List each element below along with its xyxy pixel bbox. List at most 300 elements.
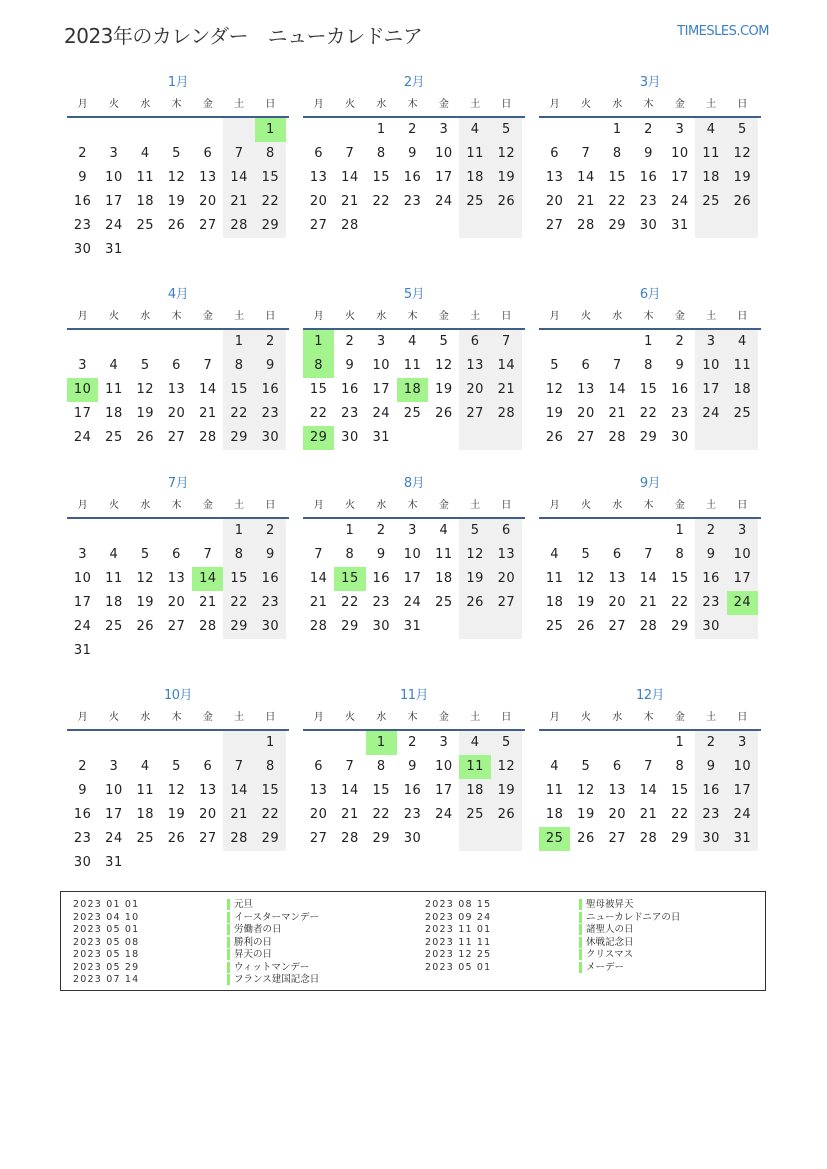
day-cell[interactable]: 2 [644, 122, 653, 137]
day-cell[interactable]: 25 [105, 619, 123, 634]
day-cell[interactable]: 17 [105, 194, 123, 209]
day-cell[interactable]: 3 [727, 731, 758, 755]
day-cell[interactable]: 8 [675, 547, 685, 562]
day-cell[interactable]: 12 [435, 358, 453, 373]
day-cell[interactable]: 18 [545, 807, 564, 822]
day-cell[interactable]: 21 [199, 595, 217, 610]
day-cell[interactable]: 7 [581, 146, 591, 161]
day-cell[interactable]: 27 [309, 831, 328, 846]
day-cell[interactable]: 21 [341, 807, 359, 822]
day-cell[interactable]: 8 [223, 354, 254, 378]
day-cell[interactable]: 9 [695, 543, 726, 567]
day-cell[interactable]: 20 [309, 807, 328, 822]
holiday-day-cell[interactable]: 1 [366, 731, 397, 755]
day-cell[interactable]: 28 [199, 619, 217, 634]
day-cell[interactable]: 27 [608, 831, 627, 846]
day-cell[interactable]: 31 [727, 827, 758, 851]
day-cell[interactable]: 13 [309, 170, 328, 185]
day-cell[interactable]: 4 [408, 334, 417, 349]
day-cell[interactable]: 27 [577, 430, 595, 445]
day-cell[interactable]: 2 [695, 731, 726, 755]
day-cell[interactable]: 5 [491, 731, 522, 755]
day-cell[interactable]: 13 [545, 170, 564, 185]
day-cell[interactable]: 2 [376, 523, 386, 538]
day-cell[interactable]: 30 [671, 430, 689, 445]
day-cell[interactable]: 12 [577, 571, 595, 586]
day-cell[interactable]: 12 [491, 142, 522, 166]
day-cell[interactable]: 22 [639, 406, 658, 421]
day-cell[interactable]: 12 [167, 783, 186, 798]
day-cell[interactable]: 26 [459, 591, 490, 615]
day-cell[interactable]: 16 [671, 382, 689, 397]
day-cell[interactable]: 23 [639, 194, 658, 209]
day-cell[interactable]: 24 [73, 619, 92, 634]
day-cell[interactable]: 4 [727, 330, 758, 354]
day-cell[interactable]: 8 [675, 759, 685, 774]
day-cell[interactable]: 21 [223, 803, 254, 827]
day-cell[interactable]: 30 [255, 615, 286, 639]
day-cell[interactable]: 28 [639, 619, 658, 634]
day-cell[interactable]: 26 [491, 803, 522, 827]
day-cell[interactable]: 18 [727, 378, 758, 402]
day-cell[interactable]: 26 [491, 190, 522, 214]
day-cell[interactable]: 7 [203, 547, 213, 562]
day-cell[interactable]: 15 [309, 382, 328, 397]
day-cell[interactable]: 11 [435, 547, 453, 562]
day-cell[interactable]: 23 [695, 591, 726, 615]
day-cell[interactable]: 28 [309, 619, 328, 634]
day-cell[interactable]: 29 [671, 619, 689, 634]
day-cell[interactable]: 14 [223, 779, 254, 803]
day-cell[interactable]: 21 [577, 194, 595, 209]
day-cell[interactable]: 2 [695, 519, 726, 543]
day-cell[interactable]: 22 [223, 591, 254, 615]
day-cell[interactable]: 13 [199, 170, 217, 185]
day-cell[interactable]: 22 [341, 595, 359, 610]
day-cell[interactable]: 15 [223, 378, 254, 402]
day-cell[interactable]: 10 [435, 146, 453, 161]
day-cell[interactable]: 15 [372, 170, 391, 185]
day-cell[interactable]: 18 [105, 406, 123, 421]
day-cell[interactable]: 13 [459, 354, 490, 378]
day-cell[interactable]: 27 [199, 218, 217, 233]
day-cell[interactable]: 10 [727, 543, 758, 567]
day-cell[interactable]: 28 [491, 402, 522, 426]
day-cell[interactable]: 27 [491, 591, 522, 615]
day-cell[interactable]: 7 [223, 142, 254, 166]
day-cell[interactable]: 18 [459, 166, 490, 190]
day-cell[interactable]: 19 [459, 567, 490, 591]
day-cell[interactable]: 3 [109, 759, 119, 774]
day-cell[interactable]: 6 [203, 759, 213, 774]
day-cell[interactable]: 20 [309, 194, 328, 209]
day-cell[interactable]: 25 [459, 803, 490, 827]
day-cell[interactable]: 1 [223, 330, 254, 354]
day-cell[interactable]: 21 [309, 595, 328, 610]
day-cell[interactable]: 16 [73, 194, 92, 209]
day-cell[interactable]: 15 [255, 779, 286, 803]
day-cell[interactable]: 20 [459, 378, 490, 402]
day-cell[interactable]: 9 [255, 543, 286, 567]
day-cell[interactable]: 16 [255, 567, 286, 591]
day-cell[interactable]: 17 [695, 378, 726, 402]
day-cell[interactable]: 30 [73, 242, 92, 257]
day-cell[interactable]: 6 [203, 146, 213, 161]
day-cell[interactable]: 19 [167, 807, 186, 822]
day-cell[interactable]: 3 [109, 146, 119, 161]
day-cell[interactable]: 27 [545, 218, 564, 233]
holiday-day-cell[interactable]: 18 [397, 378, 428, 402]
day-cell[interactable]: 1 [675, 735, 685, 750]
day-cell[interactable]: 29 [671, 831, 689, 846]
day-cell[interactable]: 21 [639, 595, 658, 610]
day-cell[interactable]: 17 [105, 807, 123, 822]
day-cell[interactable]: 3 [78, 547, 88, 562]
day-cell[interactable]: 24 [727, 803, 758, 827]
day-cell[interactable]: 20 [199, 807, 217, 822]
day-cell[interactable]: 16 [403, 783, 422, 798]
day-cell[interactable]: 24 [372, 406, 391, 421]
day-cell[interactable]: 5 [140, 547, 150, 562]
day-cell[interactable]: 26 [545, 430, 564, 445]
day-cell[interactable]: 9 [78, 170, 88, 185]
day-cell[interactable]: 10 [105, 170, 123, 185]
day-cell[interactable]: 16 [695, 567, 726, 591]
day-cell[interactable]: 26 [167, 831, 186, 846]
day-cell[interactable]: 4 [459, 118, 490, 142]
day-cell[interactable]: 15 [255, 166, 286, 190]
day-cell[interactable]: 1 [223, 519, 254, 543]
day-cell[interactable]: 24 [105, 831, 123, 846]
day-cell[interactable]: 23 [73, 218, 92, 233]
day-cell[interactable]: 17 [372, 382, 391, 397]
day-cell[interactable]: 16 [341, 382, 359, 397]
day-cell[interactable]: 3 [439, 735, 449, 750]
day-cell[interactable]: 3 [695, 330, 726, 354]
day-cell[interactable]: 9 [644, 146, 653, 161]
day-cell[interactable]: 16 [639, 170, 658, 185]
day-cell[interactable]: 19 [727, 166, 758, 190]
holiday-day-cell[interactable]: 24 [727, 591, 758, 615]
day-cell[interactable]: 4 [109, 547, 119, 562]
day-cell[interactable]: 16 [403, 170, 422, 185]
day-cell[interactable]: 5 [491, 118, 522, 142]
holiday-day-cell[interactable]: 1 [303, 330, 334, 354]
day-cell[interactable]: 26 [577, 831, 595, 846]
day-cell[interactable]: 26 [136, 619, 155, 634]
day-cell[interactable]: 5 [581, 759, 591, 774]
day-cell[interactable]: 22 [671, 807, 689, 822]
day-cell[interactable]: 27 [608, 619, 627, 634]
day-cell[interactable]: 5 [140, 358, 150, 373]
day-cell[interactable]: 29 [639, 430, 658, 445]
holiday-day-cell[interactable]: 15 [334, 567, 365, 591]
day-cell[interactable]: 11 [545, 571, 564, 586]
day-cell[interactable]: 6 [491, 519, 522, 543]
day-cell[interactable]: 30 [255, 426, 286, 450]
day-cell[interactable]: 18 [695, 166, 726, 190]
day-cell[interactable]: 2 [78, 759, 88, 774]
day-cell[interactable]: 27 [309, 218, 328, 233]
day-cell[interactable]: 19 [491, 166, 522, 190]
day-cell[interactable]: 31 [372, 430, 391, 445]
day-cell[interactable]: 3 [408, 523, 417, 538]
day-cell[interactable]: 22 [372, 807, 391, 822]
day-cell[interactable]: 12 [459, 543, 490, 567]
day-cell[interactable]: 9 [695, 755, 726, 779]
day-cell[interactable]: 16 [695, 779, 726, 803]
day-cell[interactable]: 4 [550, 547, 560, 562]
day-cell[interactable]: 30 [695, 827, 726, 851]
day-cell[interactable]: 14 [341, 170, 359, 185]
day-cell[interactable]: 13 [309, 783, 328, 798]
day-cell[interactable]: 5 [581, 547, 591, 562]
day-cell[interactable]: 6 [314, 146, 324, 161]
day-cell[interactable]: 4 [140, 759, 150, 774]
day-cell[interactable]: 14 [608, 382, 627, 397]
day-cell[interactable]: 8 [255, 142, 286, 166]
day-cell[interactable]: 10 [372, 358, 391, 373]
day-cell[interactable]: 14 [223, 166, 254, 190]
day-cell[interactable]: 24 [403, 595, 422, 610]
day-cell[interactable]: 19 [435, 382, 453, 397]
day-cell[interactable]: 11 [727, 354, 758, 378]
day-cell[interactable]: 18 [545, 595, 564, 610]
day-cell[interactable]: 29 [372, 831, 391, 846]
holiday-day-cell[interactable]: 8 [303, 354, 334, 378]
day-cell[interactable]: 22 [671, 595, 689, 610]
day-cell[interactable]: 11 [136, 783, 155, 798]
day-cell[interactable]: 1 [345, 523, 355, 538]
day-cell[interactable]: 7 [612, 358, 622, 373]
day-cell[interactable]: 6 [314, 759, 324, 774]
day-cell[interactable]: 18 [459, 779, 490, 803]
day-cell[interactable]: 14 [639, 571, 658, 586]
day-cell[interactable]: 22 [255, 803, 286, 827]
day-cell[interactable]: 25 [136, 218, 155, 233]
day-cell[interactable]: 17 [73, 595, 92, 610]
day-cell[interactable]: 14 [341, 783, 359, 798]
day-cell[interactable]: 1 [612, 122, 622, 137]
day-cell[interactable]: 9 [408, 759, 417, 774]
day-cell[interactable]: 7 [345, 146, 355, 161]
day-cell[interactable]: 14 [577, 170, 595, 185]
day-cell[interactable]: 28 [223, 827, 254, 851]
day-cell[interactable]: 26 [167, 218, 186, 233]
day-cell[interactable]: 20 [167, 406, 186, 421]
day-cell[interactable]: 13 [167, 382, 186, 397]
day-cell[interactable]: 29 [341, 619, 359, 634]
day-cell[interactable]: 20 [577, 406, 595, 421]
day-cell[interactable]: 2 [345, 334, 355, 349]
day-cell[interactable]: 17 [403, 571, 422, 586]
day-cell[interactable]: 22 [309, 406, 328, 421]
day-cell[interactable]: 19 [136, 406, 155, 421]
day-cell[interactable]: 19 [577, 807, 595, 822]
holiday-day-cell[interactable]: 29 [303, 426, 334, 450]
day-cell[interactable]: 9 [675, 358, 685, 373]
day-cell[interactable]: 10 [727, 755, 758, 779]
day-cell[interactable]: 13 [608, 783, 627, 798]
day-cell[interactable]: 29 [223, 426, 254, 450]
day-cell[interactable]: 1 [255, 731, 286, 755]
day-cell[interactable]: 10 [105, 783, 123, 798]
day-cell[interactable]: 24 [105, 218, 123, 233]
day-cell[interactable]: 11 [695, 142, 726, 166]
day-cell[interactable]: 1 [675, 523, 685, 538]
day-cell[interactable]: 28 [341, 218, 359, 233]
day-cell[interactable]: 15 [671, 783, 689, 798]
day-cell[interactable]: 9 [376, 547, 386, 562]
day-cell[interactable]: 15 [372, 783, 391, 798]
day-cell[interactable]: 10 [671, 146, 689, 161]
day-cell[interactable]: 23 [73, 831, 92, 846]
day-cell[interactable]: 21 [223, 190, 254, 214]
day-cell[interactable]: 16 [372, 571, 391, 586]
day-cell[interactable]: 17 [671, 170, 689, 185]
day-cell[interactable]: 10 [73, 571, 92, 586]
day-cell[interactable]: 18 [136, 194, 155, 209]
day-cell[interactable]: 14 [199, 382, 217, 397]
day-cell[interactable]: 3 [439, 122, 449, 137]
day-cell[interactable]: 6 [459, 330, 490, 354]
day-cell[interactable]: 12 [136, 571, 155, 586]
brand-logo[interactable]: TIMESLES.COM [677, 24, 769, 39]
day-cell[interactable]: 17 [435, 783, 453, 798]
day-cell[interactable]: 3 [675, 122, 685, 137]
day-cell[interactable]: 8 [612, 146, 622, 161]
holiday-day-cell[interactable]: 14 [192, 567, 223, 591]
day-cell[interactable]: 27 [167, 430, 186, 445]
day-cell[interactable]: 25 [545, 619, 564, 634]
day-cell[interactable]: 13 [491, 543, 522, 567]
day-cell[interactable]: 31 [105, 242, 123, 257]
day-cell[interactable]: 21 [608, 406, 627, 421]
day-cell[interactable]: 29 [255, 827, 286, 851]
day-cell[interactable]: 29 [223, 615, 254, 639]
day-cell[interactable]: 12 [577, 783, 595, 798]
day-cell[interactable]: 15 [639, 382, 658, 397]
day-cell[interactable]: 24 [671, 194, 689, 209]
day-cell[interactable]: 25 [727, 402, 758, 426]
day-cell[interactable]: 25 [435, 595, 453, 610]
day-cell[interactable]: 19 [167, 194, 186, 209]
holiday-day-cell[interactable]: 11 [459, 755, 490, 779]
day-cell[interactable]: 13 [577, 382, 595, 397]
day-cell[interactable]: 25 [105, 430, 123, 445]
day-cell[interactable]: 2 [255, 519, 286, 543]
day-cell[interactable]: 25 [136, 831, 155, 846]
day-cell[interactable]: 4 [140, 146, 150, 161]
holiday-day-cell[interactable]: 1 [255, 118, 286, 142]
day-cell[interactable]: 31 [671, 218, 689, 233]
day-cell[interactable]: 12 [167, 170, 186, 185]
day-cell[interactable]: 23 [372, 595, 391, 610]
day-cell[interactable]: 2 [78, 146, 88, 161]
day-cell[interactable]: 3 [78, 358, 88, 373]
day-cell[interactable]: 9 [255, 354, 286, 378]
day-cell[interactable]: 28 [199, 430, 217, 445]
day-cell[interactable]: 7 [223, 755, 254, 779]
day-cell[interactable]: 13 [167, 571, 186, 586]
day-cell[interactable]: 20 [199, 194, 217, 209]
day-cell[interactable]: 21 [639, 807, 658, 822]
day-cell[interactable]: 5 [439, 334, 449, 349]
day-cell[interactable]: 31 [73, 643, 92, 658]
day-cell[interactable]: 7 [203, 358, 213, 373]
day-cell[interactable]: 31 [403, 619, 422, 634]
day-cell[interactable]: 28 [223, 214, 254, 238]
day-cell[interactable]: 26 [727, 190, 758, 214]
day-cell[interactable]: 28 [608, 430, 627, 445]
day-cell[interactable]: 20 [608, 595, 627, 610]
day-cell[interactable]: 26 [577, 619, 595, 634]
day-cell[interactable]: 6 [550, 146, 560, 161]
day-cell[interactable]: 11 [136, 170, 155, 185]
day-cell[interactable]: 4 [109, 358, 119, 373]
day-cell[interactable]: 27 [459, 402, 490, 426]
day-cell[interactable]: 30 [403, 831, 422, 846]
day-cell[interactable]: 11 [105, 382, 123, 397]
day-cell[interactable]: 5 [459, 519, 490, 543]
day-cell[interactable]: 27 [167, 619, 186, 634]
day-cell[interactable]: 31 [105, 855, 123, 870]
day-cell[interactable]: 7 [644, 547, 653, 562]
day-cell[interactable]: 29 [608, 218, 627, 233]
day-cell[interactable]: 26 [136, 430, 155, 445]
day-cell[interactable]: 9 [408, 146, 417, 161]
day-cell[interactable]: 19 [577, 595, 595, 610]
day-cell[interactable]: 5 [172, 146, 181, 161]
day-cell[interactable]: 16 [255, 378, 286, 402]
day-cell[interactable]: 2 [675, 334, 685, 349]
day-cell[interactable]: 8 [644, 358, 653, 373]
day-cell[interactable]: 28 [577, 218, 595, 233]
day-cell[interactable]: 4 [459, 731, 490, 755]
day-cell[interactable]: 22 [223, 402, 254, 426]
day-cell[interactable]: 25 [459, 190, 490, 214]
day-cell[interactable]: 10 [403, 547, 422, 562]
day-cell[interactable]: 1 [376, 122, 386, 137]
day-cell[interactable]: 30 [639, 218, 658, 233]
day-cell[interactable]: 10 [695, 354, 726, 378]
day-cell[interactable]: 23 [695, 803, 726, 827]
holiday-day-cell[interactable]: 25 [539, 827, 570, 851]
day-cell[interactable]: 8 [376, 759, 386, 774]
day-cell[interactable]: 8 [223, 543, 254, 567]
day-cell[interactable]: 6 [612, 759, 622, 774]
day-cell[interactable]: 21 [491, 378, 522, 402]
day-cell[interactable]: 9 [78, 783, 88, 798]
day-cell[interactable]: 8 [376, 146, 386, 161]
day-cell[interactable]: 17 [73, 406, 92, 421]
day-cell[interactable]: 2 [255, 330, 286, 354]
day-cell[interactable]: 20 [491, 567, 522, 591]
day-cell[interactable]: 17 [727, 779, 758, 803]
day-cell[interactable]: 15 [223, 567, 254, 591]
day-cell[interactable]: 23 [341, 406, 359, 421]
day-cell[interactable]: 21 [341, 194, 359, 209]
day-cell[interactable]: 18 [435, 571, 453, 586]
day-cell[interactable]: 26 [435, 406, 453, 421]
day-cell[interactable]: 4 [550, 759, 560, 774]
day-cell[interactable]: 18 [136, 807, 155, 822]
day-cell[interactable]: 4 [695, 118, 726, 142]
day-cell[interactable]: 7 [491, 330, 522, 354]
day-cell[interactable]: 22 [608, 194, 627, 209]
day-cell[interactable]: 6 [172, 358, 181, 373]
day-cell[interactable]: 13 [608, 571, 627, 586]
